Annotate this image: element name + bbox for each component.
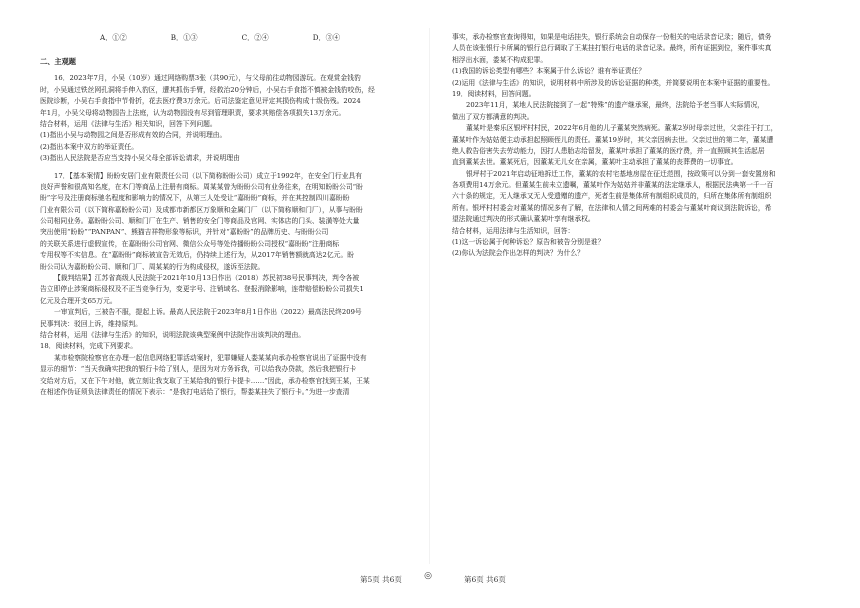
- option-a: A．①②: [100, 33, 127, 42]
- q19-line: (2)你认为法院会作出怎样的判决？为什么？: [452, 249, 584, 258]
- binding-mark-icon: ◎: [424, 571, 432, 581]
- q19-line: 直到董某去世。董某死后，因董某无儿女在亲属，董某叶主动承担了董某的丧葬费的一切事宜。: [452, 158, 738, 167]
- option-c: C．②④: [241, 33, 269, 42]
- q16-line: 结合材料，运用《法律与生活》相关知识，回答下列问题。: [40, 119, 217, 128]
- option-d: D．③④: [312, 33, 341, 42]
- q16-line: (1)指出小吴与动物园之间是否形成有效的合同，并说明理由。: [40, 131, 227, 140]
- q18-line: 在相述作伪证须负法律责任的情况下表示：“是我打电话给了银行，帮娄某挂失了银行卡。”为进一步查清: [40, 387, 350, 396]
- q19-line: 做出了双方都满意的判决。: [452, 112, 534, 121]
- q19-line: 望法院通过判决的形式确认董某叶享有继承权。: [452, 215, 595, 224]
- q17-line: 突出使用“盼盼”“PANPAN”、熊猫吉祥物形象等标识，并针对“嘉盼盼”的品牌历史、与盼盼公司: [40, 228, 329, 237]
- page-number-left: 第5页 共6页: [360, 575, 402, 584]
- option-b: B．①③: [170, 33, 198, 42]
- judgment-line: 告立即停止涉案商标侵权及不正当竞争行为，变更字号、注销域名、登报消除影响，连带赔偿盼盼公司损失1: [40, 285, 364, 294]
- q17-line: 公司相同业务。嘉盼盼公司、顺和门厂在生产、销售的安全门等商品及官网、实体店的门头、装潢等处大量: [40, 217, 360, 226]
- q17-line: 专用权等不实信息。在“嘉盼盼”商标被宣告无效后，仍持续上述行为，从2017年销售额就高达2亿元。盼: [40, 251, 355, 260]
- choice-options: [40, 32, 428, 44]
- q18-cont-line: 人员在该张银行卡所属的银行总行调取了王某挂打银行电话的录音记录。最终，所有证据到位，案件事实真: [452, 44, 772, 53]
- left-page: [40, 32, 428, 580]
- q17-line: 良好声誉和很高知名度，在木门等商品上注册有商标。周某某曾为盼盼公司有业务往来，在明知盼盼公司“盼: [40, 182, 363, 191]
- judgment-line: 一审宣判后，三被告不服，提起上诉。最高人民法院于2023年8月1日作出（2022）最高法民终209号: [54, 308, 362, 317]
- q16-line: 时，小吴通过铁丝网孔洞将手伸入豹区，遭其抓伤手臂，经救治20分钟后，小吴右手食指不慎被金钱豹咬伤，经: [40, 85, 375, 94]
- q19-line: 2023年11月，某地人民法院接到了一起“特殊”的遗产继承案，最终，法院给予老当事人实际情况，: [466, 101, 764, 110]
- q16-line: (3)指出人民法院是否应当支持小吴父母全部诉讼请求，并说明理由: [40, 154, 240, 163]
- q16-line: 医院诊断，小吴右手食指中节骨折，花去医疗费3万余元。后司法鉴定意见评定其损伤构成十级伤残。2024: [40, 97, 361, 106]
- q17-line: 门业有限公司（以下简称嘉盼盼公司）及成都市新都区万象顺和金属门厂（以下简称顺和门厂），从事与盼盼: [40, 205, 363, 214]
- q18-cont-line: (2)运用《法律与生活》的知识，说明材料中所涉及的诉讼证据的种类，并简要说明在本案中证据的重要性。: [452, 78, 775, 87]
- q18-line: 显示的细节：“当天我确实把我的银行卡给了别人，是因为对方务诉我，可以给我办贷款，然后我把银行卡: [40, 365, 357, 374]
- q19-line: 各项费用14万余元。但董某生前未立遗嘱，董某叶作为姑姑并非董某的法定继承人，根据民法典第一千一百: [452, 181, 774, 190]
- q19-line: 董某叶是秦乐区银坪村村民，2022年6月他的儿子董某突然病死。董某2岁时母亲过世，父亲往于打工，: [466, 124, 778, 133]
- q18-line: 交给对方后，又在下午对他，就立刻让我支取了王某给我的银行卡提卡……”因此，承办检察官找到王某，王某: [40, 376, 370, 385]
- q17-line: 17．【基本案情】盼盼安居门业有限责任公司（以下简称盼盼公司）成立于1992年，在安全门行业具有: [54, 171, 363, 180]
- q17-line: 盼公司认为嘉盼盼公司、顺和门厂、周某某的行为构成侵权，遂诉至法院。: [40, 262, 265, 271]
- q19-line: 结合材料，运用法律与生活知识，回答：: [452, 226, 575, 235]
- q18-cont-line: 相浮出水面，娄某不构成犯罪。: [452, 55, 548, 64]
- q18-line: 18．阅读材料，完成下列要求。: [40, 342, 138, 351]
- judgment-line: 结合材料，运用《法律与生活》的知识，说明法院该典型案例中法院作出该判决的理由。: [40, 330, 306, 339]
- q17-line: 盼”字号及注册商标驰名程度和影响力的情况下，从第三人处受让“嘉盼盼”商标，并在其控制四川嘉盼盼: [40, 194, 350, 203]
- q16-line: (2)指出本案中双方的举证责任。: [40, 142, 138, 151]
- q18-cont-line: 事实，承办检察官查询得知，如果是电话挂失，银行系统会自动保存一份相关的电话录音记录；随后，债务: [452, 33, 772, 41]
- q19-line: 绝人救告俗害失去劳动能力，因打人患胎志给留发，董某叶承担了董某的医疗费，并一直照顾其生活起居: [452, 146, 765, 155]
- q18-cont-line: (1)我国的诉讼类型有哪些？本案属于什么诉讼？谁有举证责任？: [452, 67, 646, 76]
- q19-line: 所有。银坪村村委会对董某的情况多有了解，在法律和人情之间两难的村委会与董某叶商议到法院诉讼，希: [452, 203, 772, 212]
- q16-line: 年1月，小吴父母将动物园告上法庭，认为动物园没有尽到管理职责，要求其赔偿各项损失13万余元。: [40, 108, 346, 117]
- q17-line: 的关联关系进行虚假宣传，在嘉盼盼公司官网、微信公众号等处待播盼盼公司授权“嘉盼盼”注册商标: [40, 239, 340, 248]
- q19-line: 银坪村于2021年启动征地拆迁工作，董某的农村宅基地房屋在征迁范围，按政策可以分到一套安置房和: [466, 169, 776, 178]
- q19-line: (1)这一诉讼属于何种诉讼？原告和被告分别是谁？: [452, 238, 605, 247]
- judgment-line: 【裁判结果】江苏省高级人民法院于2021年10月13日作出（2018）苏民初38号民事判决，判令各被: [54, 274, 360, 283]
- q18-line: 某市检察院检察官在办理一起信息网络犯罪活动案时，犯罪嫌疑人娄某某向承办检察官说出了证据中没有: [54, 353, 367, 362]
- q19-line: 六十条的规定，无人继承又无人受遗赠的遗产，死者生前是集体所有制组织成员的，归所在集体所有制组织: [452, 192, 772, 201]
- section-title: 二、主观题: [40, 57, 76, 66]
- page-number-right: 第6页 共6页: [464, 575, 506, 584]
- judgment-line: 亿元及合理开支65万元。: [40, 296, 117, 305]
- q19-line: 董某叶作为姑姑便主动承担起照顾侄儿的责任。董某19岁时，其父亲因病去世。父亲过世的第二年，董某遭: [452, 135, 774, 144]
- right-page: [452, 32, 840, 580]
- q16-line: 16．2023年7月，小吴（10岁）通过网络购票3张（共90元），与父母前往动物园游玩。在观赏金钱豹: [54, 74, 361, 83]
- page-divider: [429, 28, 430, 564]
- judgment-line: 民事判决：驳回上诉，维持原判。: [40, 319, 142, 328]
- q19-line: 19．阅读材料，回答问题。: [452, 89, 536, 98]
